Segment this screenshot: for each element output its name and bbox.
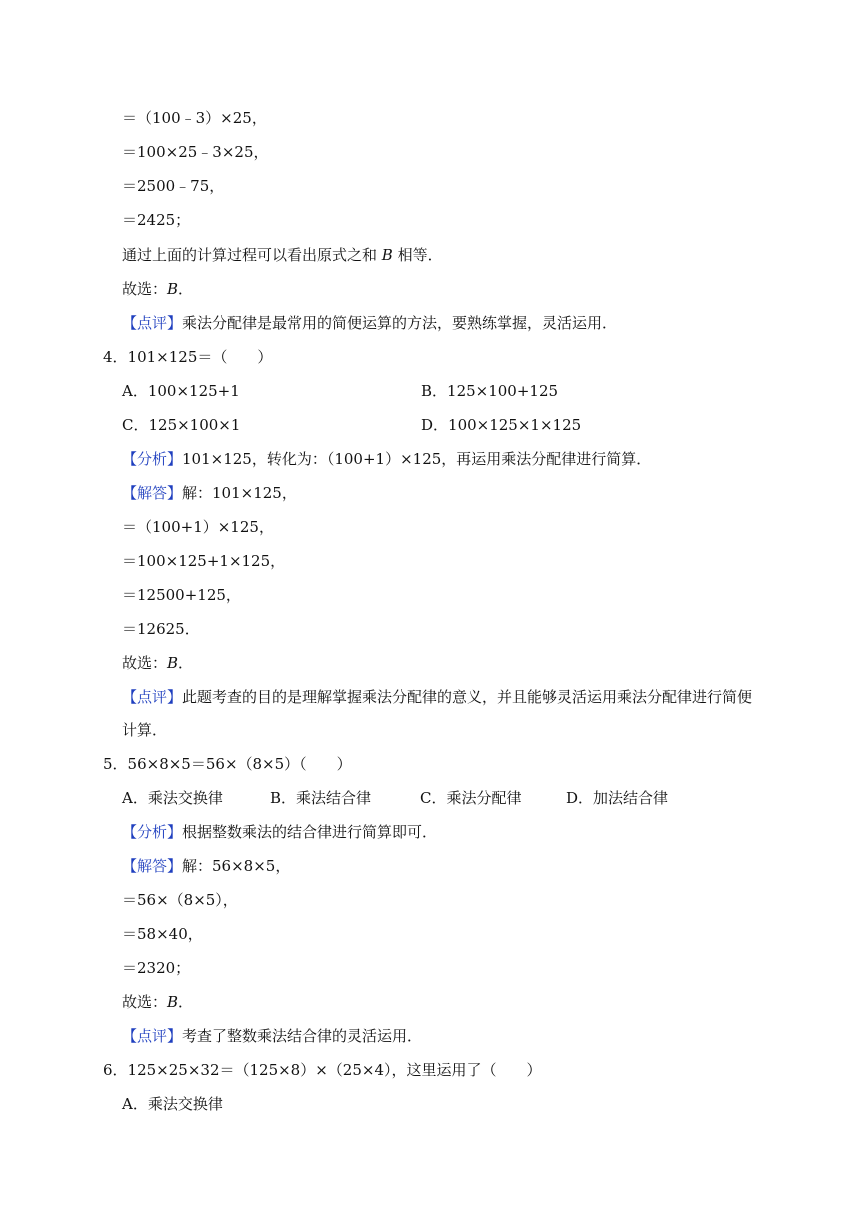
solution-step: ＝（100+1）×125， — [122, 518, 274, 536]
q4-option-d: D．100×125×1×125 — [421, 416, 582, 434]
q4-option-a: A．100×125+1 — [122, 382, 240, 400]
solution-step: ＝12500+125， — [122, 586, 241, 604]
solution-step: ＝（100﹣3）×25， — [122, 109, 267, 127]
answer-line: 【解答】解：101×125， — [122, 484, 297, 502]
comment-line: 【点评】考查了整数乘法结合律的灵活运用． — [122, 1027, 423, 1045]
solution-step: ＝2425； — [122, 211, 191, 229]
solution-step: ＝2320； — [122, 959, 191, 977]
solution-step: ＝12625． — [122, 620, 200, 638]
question-6-stem: 6．125×25×32＝（125×8）×（25×4），这里运用了（ ） — [103, 1061, 542, 1079]
analysis-tag: 【分析】 — [122, 823, 183, 841]
answer-line: 【解答】解：56×8×5， — [122, 857, 291, 875]
solution-step: ＝56×（8×5）， — [122, 891, 238, 909]
conclusion-line: 通过上面的计算过程可以看出原式之和 B 相等． — [122, 246, 443, 264]
choose-line: 故选：B． — [122, 280, 194, 298]
q5-option-d: D．加法结合律 — [566, 789, 669, 807]
comment-tag: 【点评】 — [122, 688, 183, 706]
comment-line: 【点评】此题考查的目的是理解掌握乘法分配律的意义，并且能够灵活运用乘法分配律进行简便 — [122, 688, 753, 706]
comment-line: 【点评】乘法分配律是最常用的简便运算的方法，要熟练掌握，灵活运用． — [122, 314, 618, 332]
q5-option-c: C．乘法分配律 — [420, 789, 522, 807]
q6-option-a: A．乘法交换律 — [122, 1095, 223, 1113]
solution-step: ＝58×40， — [122, 925, 203, 943]
analysis-tag: 【分析】 — [122, 450, 183, 468]
comment-tag: 【点评】 — [122, 314, 183, 332]
q5-option-a: A．乘法交换律 — [122, 789, 223, 807]
analysis-line: 【分析】根据整数乘法的结合律进行简算即可． — [122, 823, 438, 841]
q4-option-c: C．125×100×1 — [122, 416, 241, 434]
answer-tag: 【解答】 — [122, 857, 183, 875]
comment-tag: 【点评】 — [122, 1027, 183, 1045]
q5-option-b: B．乘法结合律 — [270, 789, 372, 807]
analysis-line: 【分析】101×125，转化为：（100+1）×125，再运用乘法分配律进行简算． — [122, 450, 652, 468]
question-5-stem: 5．56×8×5＝56×（8×5）（ ） — [103, 755, 352, 773]
choose-line: 故选：B． — [122, 654, 194, 672]
choose-line: 故选：B． — [122, 993, 194, 1011]
solution-step: ＝2500﹣75， — [122, 177, 225, 195]
answer-tag: 【解答】 — [122, 484, 183, 502]
comment-line-continued: 计算． — [122, 721, 168, 739]
question-4-stem: 4．101×125＝（ ） — [103, 348, 273, 366]
solution-step: ＝100×125+1×125， — [122, 552, 286, 570]
solution-step: ＝100×25﹣3×25， — [122, 143, 269, 161]
q4-option-b: B．125×100+125 — [421, 382, 559, 400]
